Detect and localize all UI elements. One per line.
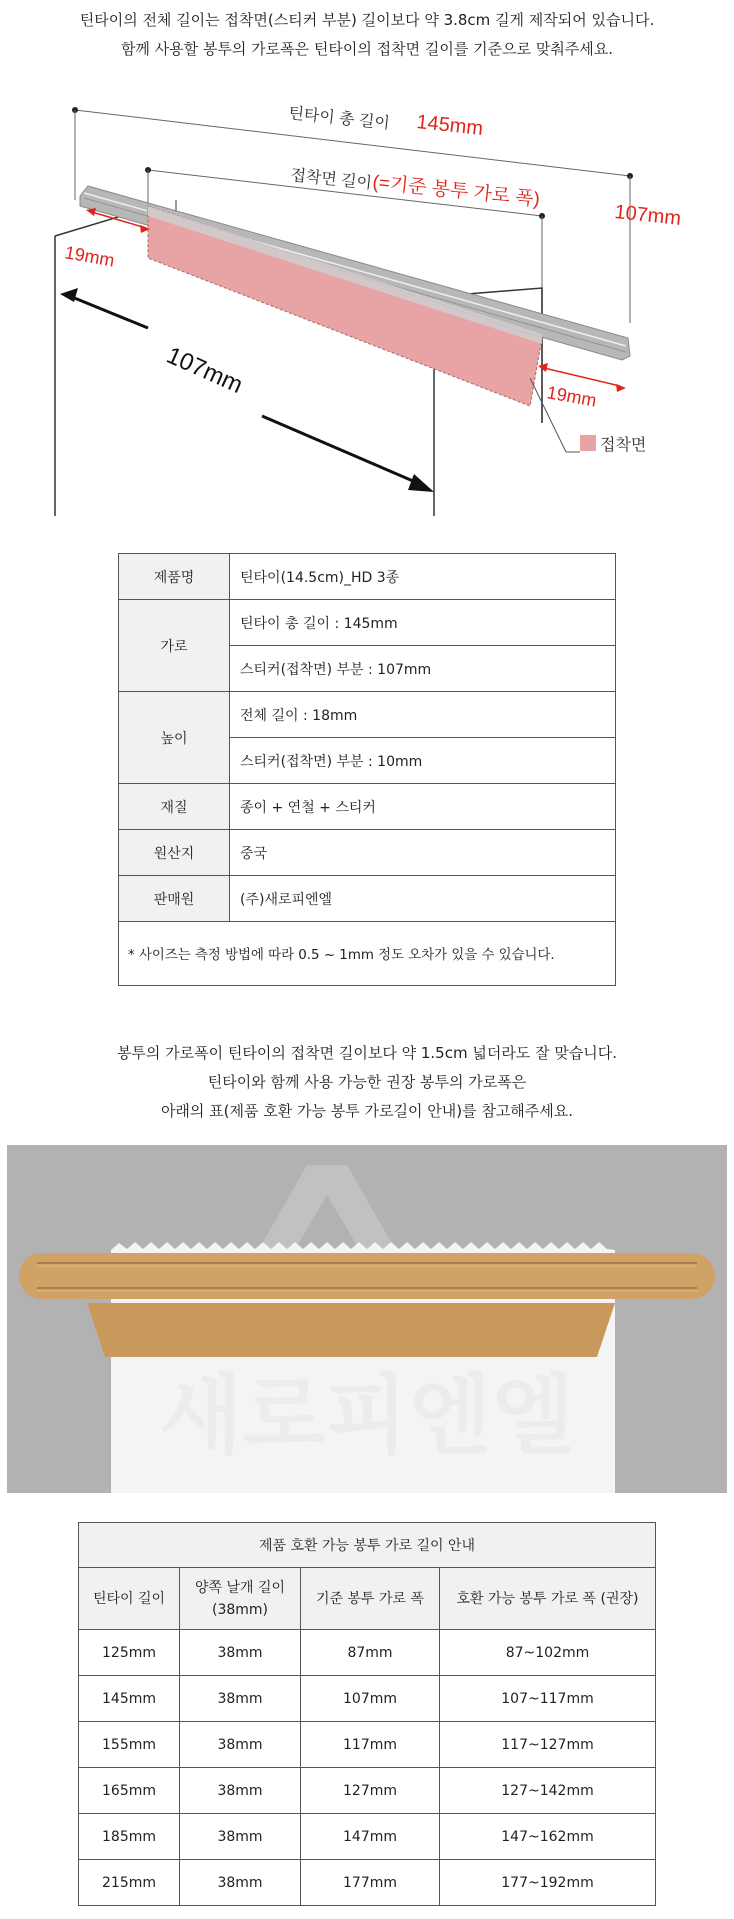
column-header: 호환 가능 봉투 가로 폭 (권장) bbox=[440, 1568, 656, 1630]
table-cell: 127~142mm bbox=[440, 1768, 656, 1814]
table-cell: 117~127mm bbox=[440, 1722, 656, 1768]
table-row bbox=[79, 1860, 656, 1906]
compat-intro-text bbox=[0, 1039, 734, 1126]
table-cell: 127mm bbox=[301, 1768, 440, 1814]
table-cell: 38mm bbox=[180, 1860, 301, 1906]
compat-table bbox=[78, 1522, 656, 1906]
total-length-value: 145mm bbox=[415, 111, 485, 140]
table-row bbox=[79, 1722, 656, 1768]
intro-line-2: 함께 사용할 봉투의 가로폭은 틴타이의 접착면 길이를 기준으로 맞춰주세요. bbox=[120, 40, 614, 58]
spec-value-material: 종이 + 연철 + 스티커 bbox=[230, 784, 616, 830]
spec-value-name: 틴타이(14.5cm)_HD 3종 bbox=[230, 554, 616, 600]
spec-header-seller: 판매원 bbox=[119, 876, 230, 922]
table-cell: 38mm bbox=[180, 1630, 301, 1676]
table-row bbox=[119, 922, 616, 986]
table-cell: 215mm bbox=[79, 1860, 180, 1906]
table-cell: 107mm bbox=[301, 1676, 440, 1722]
right-wing-value: 19mm bbox=[545, 382, 599, 411]
table-cell: 38mm bbox=[180, 1722, 301, 1768]
spec-value-total-height: 전체 길이 : 18mm bbox=[230, 692, 616, 738]
table-cell: 177~192mm bbox=[440, 1860, 656, 1906]
table-cell: 38mm bbox=[180, 1768, 301, 1814]
table-cell: 38mm bbox=[180, 1676, 301, 1722]
adhesive-length-label: 접착면 길이 bbox=[289, 167, 373, 193]
column-header bbox=[180, 1568, 301, 1630]
table-header-row bbox=[79, 1568, 656, 1630]
table-cell: 155mm bbox=[79, 1722, 180, 1768]
tin-tie-dimension-diagram bbox=[0, 88, 734, 520]
total-length-label: 틴타이 총 길이 bbox=[287, 105, 391, 133]
table-cell: 117mm bbox=[301, 1722, 440, 1768]
table-row bbox=[79, 1676, 656, 1722]
spec-value-origin: 중국 bbox=[230, 830, 616, 876]
table-cell: 107~117mm bbox=[440, 1676, 656, 1722]
table-cell: 177mm bbox=[301, 1860, 440, 1906]
compat-intro-line-2: 틴타이와 함께 사용 가능한 권장 봉투의 가로폭은 bbox=[207, 1073, 527, 1091]
table-row bbox=[79, 1814, 656, 1860]
legend-swatch bbox=[580, 435, 596, 451]
table-row bbox=[119, 876, 616, 922]
adhesive-length-value: 107mm bbox=[613, 201, 683, 230]
spec-value-seller: (주)새로피엔엘 bbox=[230, 876, 616, 922]
compat-intro-line-1: 봉투의 가로폭이 틴타이의 접착면 길이보다 약 1.5cm 넓더라도 잘 맞습니다. bbox=[116, 1044, 618, 1062]
table-row bbox=[79, 1630, 656, 1676]
table-cell: 87~102mm bbox=[440, 1630, 656, 1676]
column-header: 기준 봉투 가로 폭 bbox=[301, 1568, 440, 1630]
table-row bbox=[119, 600, 616, 646]
table-cell: 165mm bbox=[79, 1768, 180, 1814]
legend-label: 접착면 bbox=[600, 437, 647, 454]
wing-header-line-2: (38mm) bbox=[211, 1601, 268, 1618]
table-cell: 185mm bbox=[79, 1814, 180, 1860]
intro-line-1: 틴타이의 전체 길이는 접착면(스티커 부분) 길이보다 약 3.8cm 길게 제작되어 있습니다. bbox=[79, 11, 655, 29]
spec-header-origin: 원산지 bbox=[119, 830, 230, 876]
table-row bbox=[79, 1768, 656, 1814]
table-cell: 147mm bbox=[301, 1814, 440, 1860]
compat-caption: 제품 호환 가능 봉투 가로 길이 안내 bbox=[79, 1523, 656, 1568]
table-row bbox=[119, 784, 616, 830]
spec-value-total-length: 틴타이 총 길이 : 145mm bbox=[230, 600, 616, 646]
table-cell: 145mm bbox=[79, 1676, 180, 1722]
bag-width-value: 107mm bbox=[162, 341, 247, 400]
intro-text bbox=[0, 6, 734, 64]
left-wing-value: 19mm bbox=[63, 242, 117, 271]
spec-header-name: 제품명 bbox=[119, 554, 230, 600]
column-header: 틴타이 길이 bbox=[79, 1568, 180, 1630]
spec-header-width: 가로 bbox=[119, 600, 230, 692]
spec-header-material: 재질 bbox=[119, 784, 230, 830]
table-cell: 87mm bbox=[301, 1630, 440, 1676]
table-caption-row bbox=[79, 1523, 656, 1568]
spec-header-height: 높이 bbox=[119, 692, 230, 784]
wing-header-line-1: 양쪽 날개 길이 bbox=[194, 1579, 286, 1596]
table-cell: 38mm bbox=[180, 1814, 301, 1860]
table-cell: 125mm bbox=[79, 1630, 180, 1676]
spec-note: * 사이즈는 측정 방법에 따라 0.5 ~ 1mm 정도 오차가 있을 수 있습니다. bbox=[119, 922, 616, 986]
table-row bbox=[119, 692, 616, 738]
adhesive-length-note: (=기준 봉투 가로 폭) bbox=[371, 172, 541, 211]
watermark-text: 새로피엔엘 bbox=[159, 1366, 575, 1466]
table-cell: 147~162mm bbox=[440, 1814, 656, 1860]
spec-value-adhesive-length: 스티커(접착면) 부분 : 107mm bbox=[230, 646, 616, 692]
table-row bbox=[119, 554, 616, 600]
spec-table bbox=[118, 553, 616, 986]
table-row bbox=[119, 830, 616, 876]
compat-intro-line-3: 아래의 표(제품 호환 가능 봉투 가로길이 안내)를 참고해주세요. bbox=[160, 1102, 574, 1120]
spec-value-adhesive-height: 스티커(접착면) 부분 : 10mm bbox=[230, 738, 616, 784]
product-photo bbox=[7, 1145, 727, 1493]
